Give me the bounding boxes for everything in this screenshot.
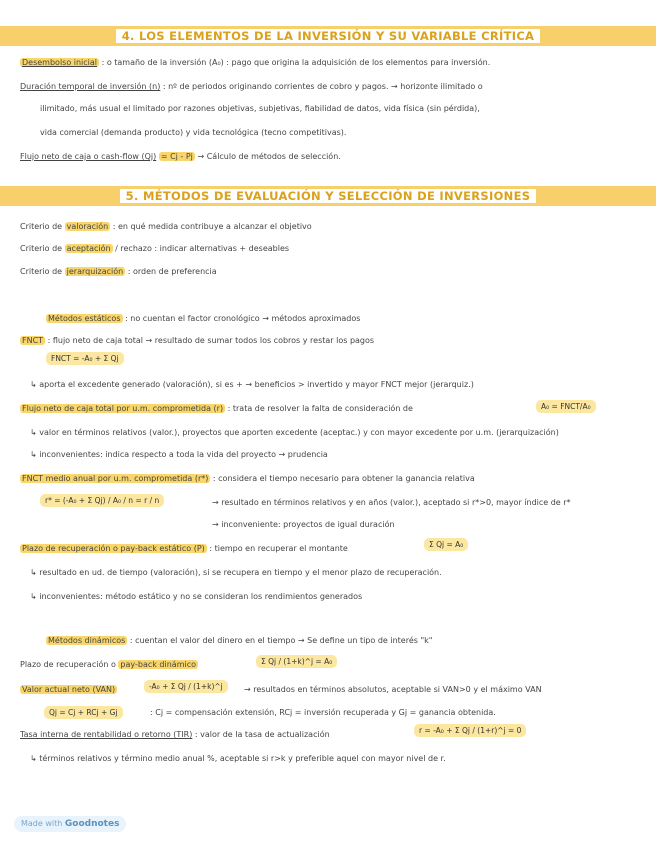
text-note-medio-2: → inconveniente: proyectos de igual duración (212, 520, 395, 529)
goodnotes-logo: Goodnotes (64, 819, 120, 829)
criterio-aceptacion (20, 244, 640, 254)
text-fnct-medio: : considera el tiempo necesario para obtener la ganancia relativa (212, 474, 475, 483)
text-van-row (244, 685, 640, 695)
term-duracion: Duración temporal de inversión (n) (20, 82, 161, 91)
term-fnct: FNCT (22, 336, 44, 345)
term-flujo-neto: Flujo neto de caja o cash-flow (Qj) (20, 152, 157, 161)
criterio-prefix: Criterio de (20, 222, 63, 231)
line-plazo-estatico (20, 544, 420, 554)
section-5-header (0, 186, 656, 206)
line-tir (20, 730, 420, 740)
goodnotes-badge (14, 816, 126, 832)
term-van: Valor actual neto (VAN) (22, 685, 116, 694)
note-medio-1 (212, 498, 640, 508)
line-van (20, 685, 140, 695)
criterio-term: jerarquización (66, 267, 124, 276)
formula-plazo-dinamico: Σ Qj / (1+k)^j = A₀ (256, 655, 337, 668)
term-desembolso: Desembolso inicial (22, 58, 98, 67)
term-flujo-um: Flujo neto de caja total por u.m. comprometida (r) (22, 404, 224, 413)
text-fnct: : flujo neto de caja total → resultado de sumar todos los cobros y restar los pagos (47, 336, 375, 345)
line-plazo-dinamico (20, 660, 252, 670)
line-duracion-2 (40, 104, 640, 114)
criterio-text: : orden de preferencia (127, 267, 217, 276)
section-4-title: 4. LOS ELEMENTOS DE LA INVERSIÓN Y SU VARIABLE CRÍTICA (116, 29, 541, 43)
line-duracion (20, 82, 640, 92)
text-van: → resultados en términos absolutos, aceptable si VAN>0 y el máximo VAN (244, 685, 542, 694)
section-4-header (0, 26, 656, 46)
formula-plazo-estatico: Σ Qj = A₀ (424, 538, 468, 551)
metodos-estaticos (46, 314, 640, 324)
criterio-prefix: Criterio de (20, 267, 63, 276)
text-note-plazo-2: ↳ inconvenientes: método estático y no se consideran los rendimientos generados (30, 592, 363, 601)
text-note-flujo-2: ↳ inconvenientes: indica respecto a toda la vida del proyecto → prudencia (30, 450, 328, 459)
criterio-text: / rechazo : indicar alternativas + deseables (115, 244, 290, 253)
note-plazo-1 (30, 568, 640, 578)
text-dinamicos: : cuentan el valor del dinero en el tiempo → Se define un tipo de interés "k" (129, 636, 433, 645)
text-flujo-neto: → Cálculo de métodos de selección. (197, 152, 341, 161)
text-plazo-estatico: : tiempo en recuperar el montante (209, 544, 348, 553)
heading-estaticos: Métodos estáticos (48, 314, 121, 323)
text-desembolso: : o tamaño de la inversión (A₀) : pago que origina la adquisición de los elementos para inversión. (101, 58, 491, 67)
line-flujo-neto (20, 152, 640, 162)
heading-dinamicos: Métodos dinámicos (48, 636, 126, 645)
text-qj-row (150, 708, 640, 718)
term-tir: Tasa interna de rentabilidad o retorno (TIR) (20, 730, 193, 739)
metodos-dinamicos (46, 636, 640, 646)
term-fnct-medio: FNCT medio anual por u.m. comprometida (r*) (22, 474, 209, 483)
note-fnct (30, 380, 640, 390)
line-duracion-3 (40, 128, 640, 138)
text-qj: : Cj = compensación extensión, RCj = inversión recuperada y Gj = ganancia obtenida. (150, 708, 496, 717)
text-note-fnct: ↳ aporta el excedente generado (valoración), si es + → beneficios > invertido y mayor FNCT mejor (jerarquiz.) (30, 380, 474, 389)
note-tir (30, 754, 640, 764)
formula-flujo-neto: = Cj - Pj (160, 152, 193, 161)
criterio-text: : en qué medida contribuye a alcanzar el objetivo (112, 222, 312, 231)
formula-tir: r = -A₀ + Σ Qj / (1+r)^j = 0 (414, 724, 526, 737)
formula-fnct: FNCT = -A₀ + Σ Qj (46, 352, 124, 365)
term-plazo-dinamico: pay-back dinámico (120, 660, 197, 669)
formula-van: -A₀ + Σ Qj / (1+k)^j (144, 680, 228, 693)
line-desembolso (20, 58, 640, 68)
note-medio-2 (212, 520, 640, 530)
text-flujo-um: : trata de resolver la falta de consideración de (227, 404, 413, 413)
text-note-medio-1: → resultado en términos relativos y en años (valor.), aceptado si r*>0, mayor índice de r* (212, 498, 571, 507)
criterio-term: valoración (66, 222, 109, 231)
formula-fnct-medio: r* = (-A₀ + Σ Qj) / A₀ / n = r / n (40, 494, 164, 507)
formula-qj: Qj = Cj + RCj + Gj (44, 706, 123, 719)
term-plazo-estatico: Plazo de recuperación o pay-back estático (P) (22, 544, 205, 553)
note-plazo-2 (30, 592, 640, 602)
text-estaticos: : no cuentan el factor cronológico → métodos aproximados (125, 314, 361, 323)
note-flujo-um-1 (30, 428, 640, 438)
text-plazo-dinamico: Plazo de recuperación o (20, 660, 116, 669)
section-5-title: 5. MÉTODOS DE EVALUACIÓN Y SELECCIÓN DE INVERSIONES (120, 189, 537, 203)
criterio-prefix: Criterio de (20, 244, 63, 253)
made-with-text: Made with (21, 819, 63, 828)
text-note-flujo-1: ↳ valor en términos relativos (valor.), proyectos que aporten excedente (aceptac.) y con mayor excedente por u.m. (jerarquización) (30, 428, 559, 437)
text-note-plazo-1: ↳ resultado en ud. de tiempo (valoración), si se recupera en tiempo y el menor plazo de recuperación. (30, 568, 442, 577)
text-duracion-3: vida comercial (demanda producto) y vida tecnológica (tecno competitivas). (40, 128, 347, 137)
line-fnct-medio (20, 474, 640, 484)
text-duracion-2: ilimitado, más usual el limitado por razones objetivas, subjetivas, fiabilidad de datos, vida física (sin pérdida), (40, 104, 480, 113)
criterio-term: aceptación (66, 244, 111, 253)
note-flujo-um-2 (30, 450, 640, 460)
text-tir: : valor de la tasa de actualización (194, 730, 330, 739)
text-note-tir: ↳ términos relativos y término medio anual %, aceptable si r>k y preferible aquel con mayor nivel de r. (30, 754, 446, 763)
text-duracion: : nº de periodos originando corrientes de cobro y pagos. → horizonte ilimitado o (162, 82, 483, 91)
line-fnct (20, 336, 640, 346)
criterio-jerarquizacion (20, 267, 640, 277)
formula-flujo-um: A₀ = FNCT/A₀ (536, 400, 596, 413)
criterio-valoracion (20, 222, 640, 232)
